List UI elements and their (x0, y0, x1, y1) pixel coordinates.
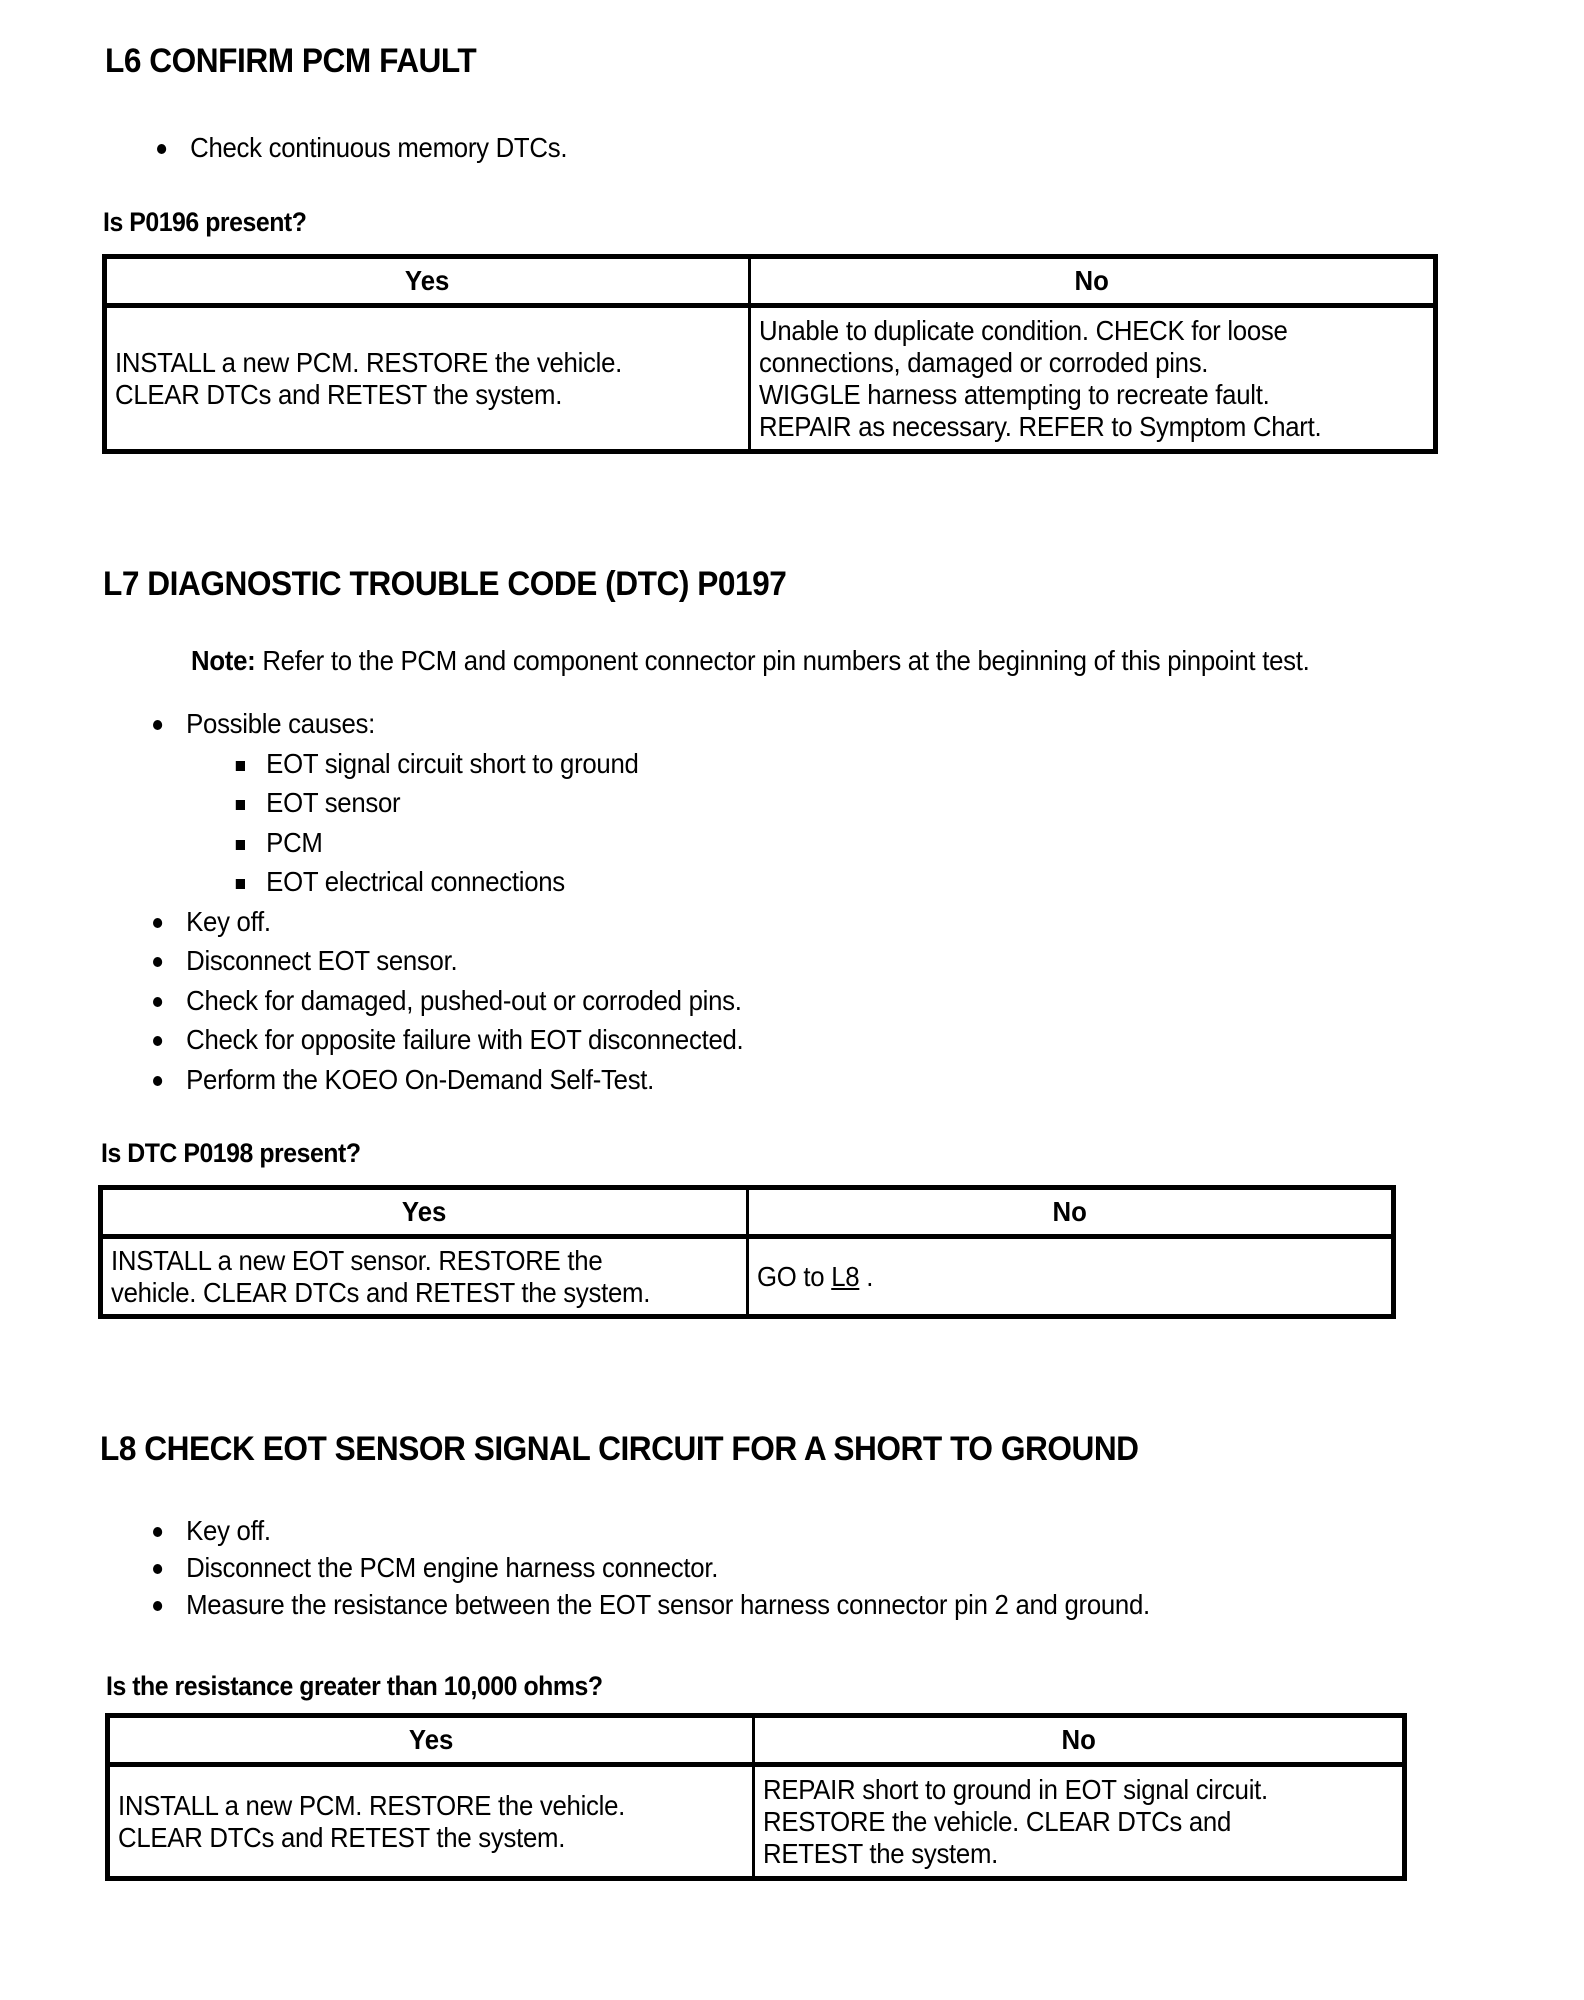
table-row (108, 1765, 1405, 1879)
l7-yes-no-table (98, 1185, 1396, 1319)
list-item: Disconnect EOT sensor. (153, 941, 743, 981)
table-header-row (101, 1188, 1394, 1237)
no-cell: Unable to duplicate condition. CHECK for loose connections, damaged or corroded pins. WIGGLE harness attempting to recreate fault. REPAIR as necessary. REFER to Symptom Chart. (750, 306, 1436, 452)
l7-note (191, 645, 1309, 677)
l7-steps-list (153, 704, 743, 1099)
cause-item: EOT sensor (153, 783, 743, 823)
l7-question: Is DTC P0198 present? (101, 1138, 361, 1168)
no-column-header: No (750, 257, 1436, 306)
no-cell: GO to L8 . (748, 1237, 1394, 1317)
table-row (105, 306, 1436, 452)
l8-steps-list (153, 1512, 1150, 1623)
bullet-icon (153, 720, 162, 730)
l6-steps-list (157, 128, 567, 168)
l8-yes-no-table (105, 1713, 1407, 1881)
list-item: Key off. (153, 1512, 1150, 1549)
table-header-row (105, 257, 1436, 306)
bullet-icon (153, 997, 162, 1007)
bullet-icon (153, 1076, 162, 1086)
list-item: Perform the KOEO On-Demand Self-Test. (153, 1060, 743, 1100)
yes-cell: INSTALL a new EOT sensor. RESTORE the vehicle. CLEAR DTCs and RETEST the system. (101, 1237, 748, 1317)
section-heading-l8: L8 CHECK EOT SENSOR SIGNAL CIRCUIT FOR A SHORT TO GROUND (100, 1430, 1139, 1468)
list-item: Possible causes: (153, 704, 743, 744)
square-bullet-icon (236, 761, 245, 771)
cause-item: EOT electrical connections (153, 862, 743, 902)
no-column-header: No (748, 1188, 1394, 1237)
bullet-icon (157, 144, 166, 154)
table-row (101, 1237, 1394, 1317)
l8-question: Is the resistance greater than 10,000 ohms? (106, 1671, 603, 1701)
section-heading-l6: L6 CONFIRM PCM FAULT (105, 42, 477, 80)
l6-yes-no-table (102, 254, 1438, 454)
bullet-icon (153, 1564, 162, 1574)
l6-question: Is P0196 present? (103, 207, 307, 237)
cause-item: EOT signal circuit short to ground (153, 744, 743, 784)
yes-column-header: Yes (101, 1188, 748, 1237)
go-to-l8-link[interactable]: L8 (831, 1260, 860, 1292)
section-heading-l7: L7 DIAGNOSTIC TROUBLE CODE (DTC) P0197 (103, 565, 787, 603)
square-bullet-icon (236, 840, 245, 850)
table-header-row (108, 1716, 1405, 1765)
list-item: Check for opposite failure with EOT disconnected. (153, 1020, 743, 1060)
square-bullet-icon (236, 800, 245, 810)
bullet-icon (153, 1527, 162, 1537)
yes-column-header: Yes (105, 257, 750, 306)
bullet-icon (153, 957, 162, 967)
list-item: Measure the resistance between the EOT sensor harness connector pin 2 and ground. (153, 1586, 1150, 1623)
bullet-icon (153, 1036, 162, 1046)
no-cell: REPAIR short to ground in EOT signal circuit. RESTORE the vehicle. CLEAR DTCs and RETEST the system. (754, 1765, 1405, 1879)
list-item: Key off. (153, 902, 743, 942)
yes-cell: INSTALL a new PCM. RESTORE the vehicle. CLEAR DTCs and RETEST the system. (105, 306, 750, 452)
yes-cell: INSTALL a new PCM. RESTORE the vehicle. CLEAR DTCs and RETEST the system. (108, 1765, 754, 1879)
list-item: Disconnect the PCM engine harness connector. (153, 1549, 1150, 1586)
yes-column-header: Yes (108, 1716, 754, 1765)
square-bullet-icon (236, 879, 245, 889)
no-column-header: No (754, 1716, 1405, 1765)
list-item: Check continuous memory DTCs. (157, 128, 567, 168)
list-item: Check for damaged, pushed-out or corroded pins. (153, 981, 743, 1021)
bullet-icon (153, 918, 162, 928)
note-label: Note: (191, 645, 256, 676)
bullet-icon (153, 1601, 162, 1611)
cause-item: PCM (153, 823, 743, 863)
note-text: Refer to the PCM and component connector pin numbers at the beginning of this pinpoint test. (262, 645, 1310, 676)
